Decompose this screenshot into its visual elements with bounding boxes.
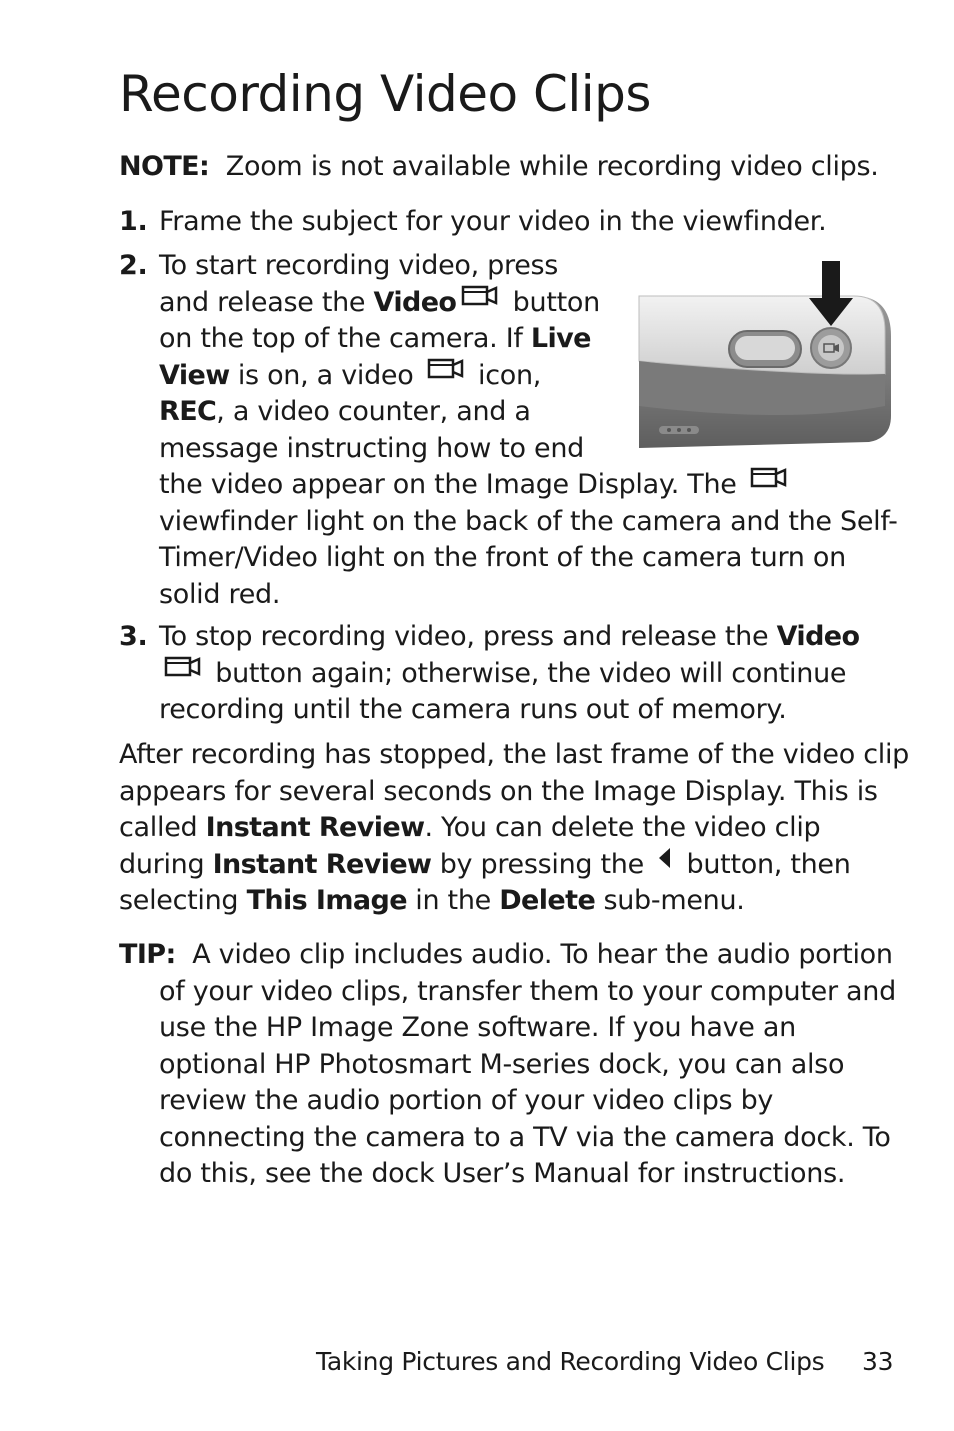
step-text-a: To start recording video, press and release the [159, 250, 559, 318]
page-number: 33 [862, 1347, 894, 1376]
tip [119, 937, 899, 1193]
paragraph-text: . You can delete the video clip during [119, 812, 821, 880]
step-text-e: , a video counter, and a message instructing how to end the video appear on the Image Display. The [159, 396, 745, 500]
note-label: NOTE: [119, 151, 210, 182]
left-arrow-icon [656, 844, 674, 881]
step-text-b: button on the top of the camera. If [159, 286, 600, 354]
rec-label: REC [159, 396, 217, 427]
paragraph-text: After recording has stopped, the last frame of the video clip appears for several seconds on the Image Display. This is called [119, 739, 910, 843]
paragraph-text: sub-menu. [595, 885, 745, 916]
delete-label: Delete [499, 885, 596, 916]
step-text: Frame the subject for your video in the viewfinder. [159, 206, 827, 237]
video-icon [460, 282, 500, 319]
video-button-label: Video [373, 286, 457, 318]
step-number: 1. [119, 206, 148, 237]
note [119, 149, 899, 186]
footer-chapter-title: Taking Pictures and Recording Video Clips [316, 1347, 825, 1376]
paragraph-text: button, then selecting [119, 848, 851, 916]
video-icon [749, 464, 789, 501]
video-icon [426, 355, 466, 392]
step-text-f: viewfinder light on the back of the camera and the Self-Timer/Video light on the front of the camera turn on solid red. [159, 505, 898, 610]
step-2 [119, 248, 899, 613]
step-3 [119, 619, 899, 729]
step-1 [119, 204, 899, 241]
live-view-label: Live View [159, 323, 591, 391]
this-image-label: This Image [246, 885, 407, 916]
page-title: Recording Video Clips [119, 65, 651, 123]
step-number: 3. [119, 621, 148, 652]
step-text-b: button again; otherwise, the video will continue recording until the camera runs out of memory. [159, 657, 847, 725]
camera-video-button-image [629, 256, 899, 456]
tip-label: TIP: [119, 939, 176, 970]
instant-review-label: Instant Review [212, 848, 432, 880]
instant-review-label: Instant Review [205, 812, 425, 843]
note-text: Zoom is not available while recording video clips. [225, 151, 879, 182]
step-text-c: is on, a video [229, 359, 422, 391]
paragraph-text: in the [406, 885, 500, 916]
step-number: 2. [119, 250, 148, 281]
step-text-d: icon, [469, 359, 542, 391]
instant-review-paragraph [119, 737, 909, 920]
camera-top-illustration [629, 256, 899, 466]
tip-text: A video clip includes audio. To hear the audio portion of your video clips, transfer them to your computer and use the HP Image Zone software. If you have an optional HP Photosmart M-series dock, you can also review the audio portion of your video clips by connecting the camera to a TV via the camera dock. To do this, see the dock User’s Manual for instructions. [159, 939, 896, 1189]
paragraph-text: by pressing the [431, 848, 653, 880]
video-icon [163, 653, 203, 690]
video-button-label: Video [776, 621, 860, 652]
step-text-a: To stop recording video, press and release the [159, 621, 777, 652]
